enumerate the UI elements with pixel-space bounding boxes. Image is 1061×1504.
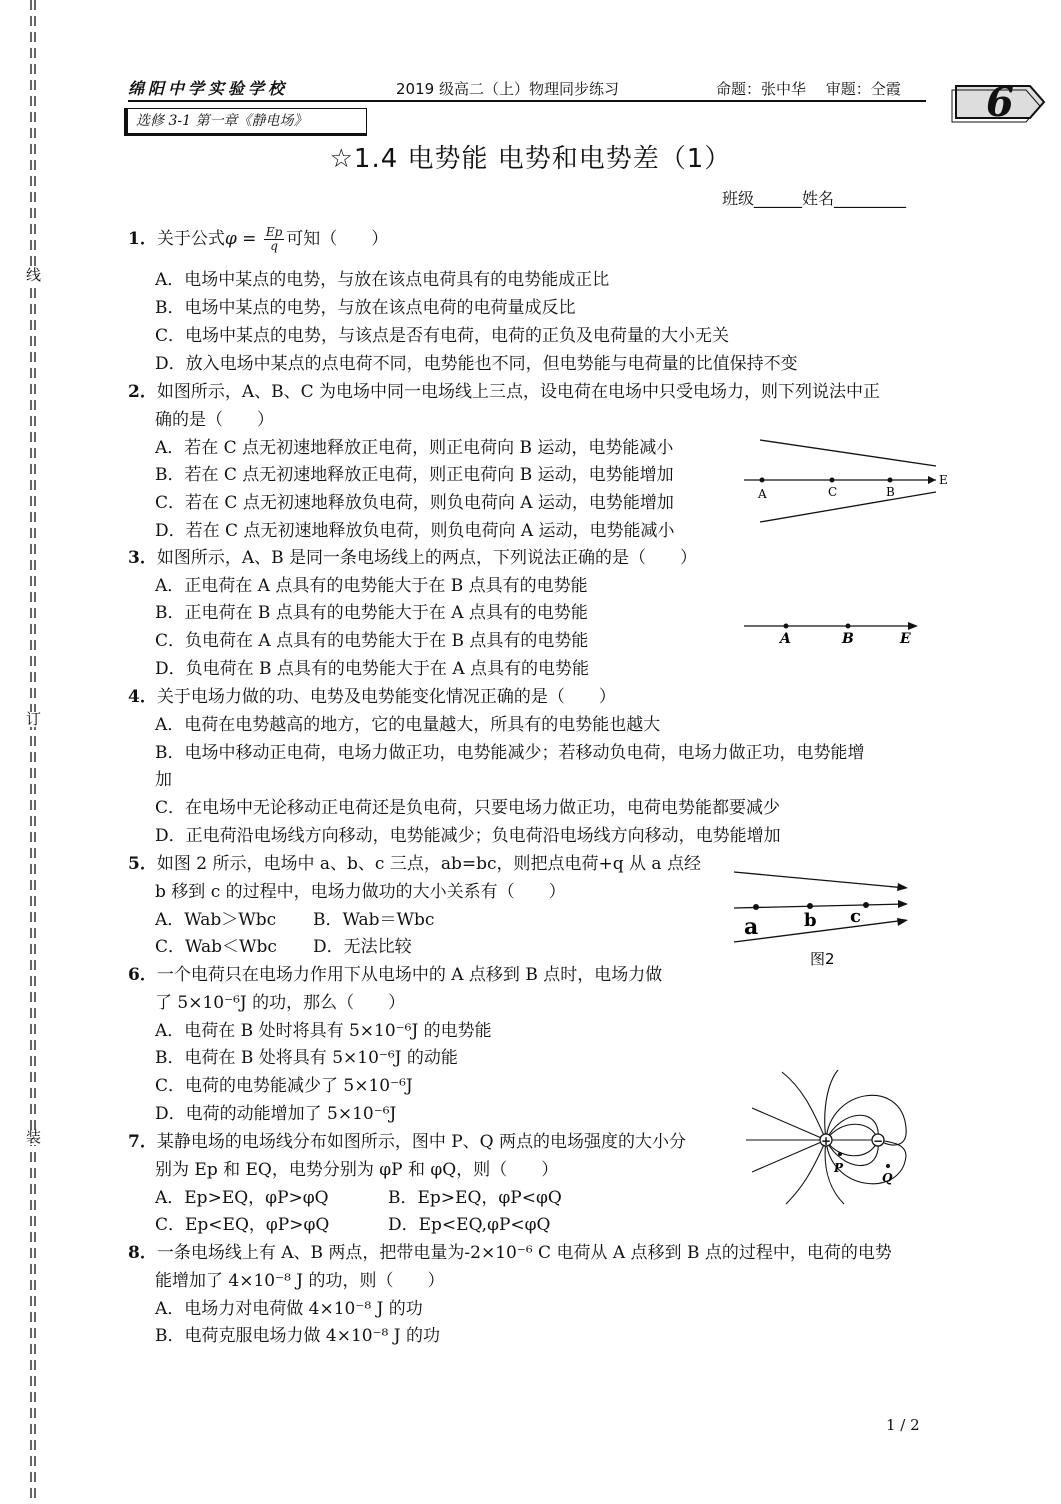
q3-stem: [128, 546, 697, 570]
q7-negative-charge: −: [873, 1134, 884, 1148]
q1-phi: φ =: [224, 229, 257, 249]
q3-figure: [740, 612, 930, 648]
q5-point-c: [863, 902, 869, 908]
q7-option-d: D．Ep<EQ,φP<φQ: [388, 1215, 551, 1235]
q1-option-c: C．电场中某点的电势，与该点是否有电荷，电荷的正负及电荷量的大小无关: [155, 326, 730, 346]
q8-number: 8．: [128, 1243, 157, 1263]
page-badge-number: 6: [986, 79, 1014, 126]
binding-mark-ding: 订: [26, 710, 42, 728]
q7-stem-text: 某静电场的电场线分布如图所示，图中 P、Q 两点的电场强度的大小分: [156, 1132, 687, 1152]
q7-stem-2: 别为 Ep 和 EQ，电势分别为 φP 和 φQ，则（ ）: [155, 1160, 559, 1180]
q6-stem-text: 一个电荷只在电场力作用下从电场中的 A 点移到 B 点时，电场力做: [156, 965, 663, 985]
q4-option-c: C．在电场中无论移动正电荷还是负电荷，只要电场力做正功，电荷电势能都要减少: [155, 798, 781, 818]
q4-stem-text: 关于电场力做的功、电势及电势能变化情况正确的是（ ）: [156, 687, 616, 707]
q4-option-d: D．正电荷沿电场线方向移动，电势能减少；负电荷沿电场线方向移动，电势能增加: [155, 826, 781, 846]
q1-number: 1．: [128, 229, 157, 249]
q2-point-a: [760, 478, 765, 483]
q2-option-a: A．若在 C 点无初速地释放正电荷，则正电荷向 B 运动，电势能减小: [155, 438, 674, 458]
q5-label-a: a: [744, 914, 759, 940]
q7-positive-charge: +: [821, 1134, 832, 1148]
q2-figure: [740, 434, 955, 534]
q5-label-c: c: [850, 906, 861, 927]
q5-stem-2: b 移到 c 的过程中，电场力做功的大小关系有（ ）: [155, 882, 566, 902]
q1-post: 可知（ ）: [286, 229, 389, 249]
q7-number: 7．: [128, 1132, 157, 1152]
q1-stem: [128, 226, 388, 253]
class-name-field: 班级______姓名_________: [722, 189, 907, 208]
course-name: 2019 级高二（上）物理同步练习: [396, 80, 619, 98]
q2-point-c: [830, 478, 835, 483]
q5-label-b: b: [804, 910, 817, 931]
q3-option-a: A．正电荷在 A 点具有的电势能大于在 B 点具有的电势能: [155, 576, 588, 596]
q3-stem-text: 如图所示，A、B 是同一条电场线上的两点，下列说法正确的是（ ）: [156, 548, 698, 568]
q3-label-e: E: [900, 631, 911, 647]
q2-stem-text: 如图所示，A、B、C 为电场中同一电场线上三点，设电荷在电场中只受电场力，则下列说法中正: [156, 382, 881, 402]
q1-option-d: D．放入电场中某点的点电荷不同，电势能也不同，但电势能与电荷量的比值保持不变: [155, 354, 798, 374]
page-title: ☆1.4 电势能 电势和电势差（1）: [329, 144, 732, 174]
q5-figure: [730, 864, 920, 972]
q3-point-a: [784, 624, 789, 629]
q7-point-p: [838, 1152, 842, 1156]
q6-stem-2: 了 5×10⁻⁶J 的功，那么（ ）: [155, 993, 406, 1013]
q5-number: 5．: [128, 854, 157, 874]
q4-option-b-2: 加: [155, 770, 172, 790]
q8-option-b: B．电荷克服电场力做 4×10⁻⁸ J 的功: [155, 1326, 440, 1346]
binding-mark-xian: 线: [26, 266, 42, 284]
q7-option-b: B．Ep>EQ，φP<φQ: [388, 1188, 562, 1208]
q2-option-c: C．若在 C 点无初速地释放负电荷，则负电荷向 A 运动，电势能增加: [155, 493, 674, 513]
school-name: 绵阳中学实验学校: [128, 79, 289, 98]
q2-number: 2．: [128, 382, 157, 402]
q5-option-b: B．Wab＝Wbc: [313, 910, 435, 930]
q3-option-c: C．负电荷在 A 点具有的电势能大于在 B 点具有的电势能: [155, 631, 589, 651]
q5-stem-text: 如图 2 所示，电场中 a、b、c 三点，ab=bc，则把点电荷+q 从 a 点经: [156, 854, 701, 874]
q4-number: 4．: [128, 687, 157, 707]
q6-option-d: D．电荷的动能增加了 5×10⁻⁶J: [155, 1104, 397, 1124]
q3-label-b: B: [842, 631, 854, 647]
q5-caption: 图2: [810, 950, 835, 968]
q7-label-q: Q: [882, 1171, 893, 1185]
q5-stem-1: [128, 852, 701, 876]
q6-option-a: A．电荷在 B 处时将具有 5×10⁻⁶J 的电势能: [155, 1021, 492, 1041]
q6-option-b: B．电荷在 B 处将具有 5×10⁻⁶J 的动能: [155, 1048, 458, 1068]
q1-option-b: B．电场中某点的电势，与放在该点电荷的电荷量成反比: [155, 298, 576, 318]
q3-number: 3．: [128, 548, 157, 568]
q7-point-q: [886, 1164, 890, 1168]
q1-pre: 关于公式: [156, 229, 225, 249]
q8-stem-1: [128, 1241, 892, 1265]
q4-stem: [128, 685, 616, 709]
q3-option-d: D．负电荷在 B 点具有的电势能大于在 A 点具有的电势能: [155, 659, 590, 679]
q7-option-c: C．Ep<EQ，φP>φQ: [155, 1215, 330, 1235]
q3-label-a: A: [780, 631, 791, 647]
q2-field-line-bottom: [760, 492, 936, 522]
q2-label-e: E: [939, 473, 948, 487]
q2-option-b: B．若在 C 点无初速地释放正电荷，则正电荷向 B 运动，电势能增加: [155, 465, 674, 485]
q2-label-c: C: [828, 485, 838, 499]
q7-figure: [742, 1068, 932, 1206]
q2-stem-1: [128, 380, 880, 404]
q6-number: 6．: [128, 965, 157, 985]
page-number: 1 / 2: [886, 1416, 920, 1434]
q4-option-a: A．电荷在电势越高的地方，它的电量越大，所具有的电势能也越大: [155, 715, 661, 735]
q7-stem-1: [128, 1130, 686, 1154]
authors: 命题：张中华 审题：仝霞: [716, 80, 901, 98]
q1-fraction: [264, 226, 284, 253]
binding-dash-line: [0, 0, 40, 1500]
q1-frac-den: q: [270, 239, 278, 253]
q5-option-d: D．无法比较: [313, 937, 412, 957]
q5-option-c: C．Wab＜Wbc: [155, 937, 277, 957]
page-badge: [948, 76, 1048, 128]
q2-point-b: [888, 478, 893, 483]
header-rule: [128, 100, 926, 102]
q1-option-a: A．电场中某点的电势，与放在该点电荷具有的电势能成正比: [155, 270, 610, 290]
q3-point-b: [846, 624, 851, 629]
q5-option-a: A．Wab＞Wbc: [155, 910, 277, 930]
q4-option-b-1: B．电场中移动正电荷，电场力做正功，电势能减少；若移动负电荷，电场力做正功，电势能增: [155, 743, 865, 763]
q2-field-line-top: [760, 440, 936, 466]
q7-label-p: P: [834, 1161, 844, 1175]
q8-stem-2: 能增加了 4×10⁻⁸ J 的功，则（ ）: [155, 1271, 445, 1291]
q5-point-b: [807, 903, 813, 909]
q8-stem-text: 一条电场线上有 A、B 两点，把带电量为-2×10⁻⁶ C 电荷从 A 点移到 B 点的过程中，电荷的电势: [156, 1243, 892, 1263]
q6-stem-1: [128, 963, 662, 987]
chapter-label: 选修 3-1 第一章《静电场》: [124, 108, 367, 136]
q2-label-b: B: [886, 485, 895, 499]
q2-option-d: D．若在 C 点无初速地释放负电荷，则负电荷向 A 运动，电势能减小: [155, 521, 675, 541]
q1-frac-num: Ep: [265, 225, 283, 239]
q3-option-b: B．正电荷在 B 点具有的电势能大于在 A 点具有的电势能: [155, 603, 588, 623]
q5-point-a: [753, 904, 759, 910]
q2-label-a: A: [758, 487, 767, 501]
q2-stem-2: 确的是（ ）: [155, 410, 274, 430]
q7-option-a: A．Ep>EQ，φP>φQ: [155, 1188, 329, 1208]
q6-option-c: C．电荷的电势能减少了 5×10⁻⁶J: [155, 1076, 413, 1096]
binding-margin: [0, 0, 40, 1500]
q8-option-a: A．电场力对电荷做 4×10⁻⁸ J 的功: [155, 1299, 423, 1319]
binding-mark-zhuang: 装: [26, 1128, 42, 1146]
